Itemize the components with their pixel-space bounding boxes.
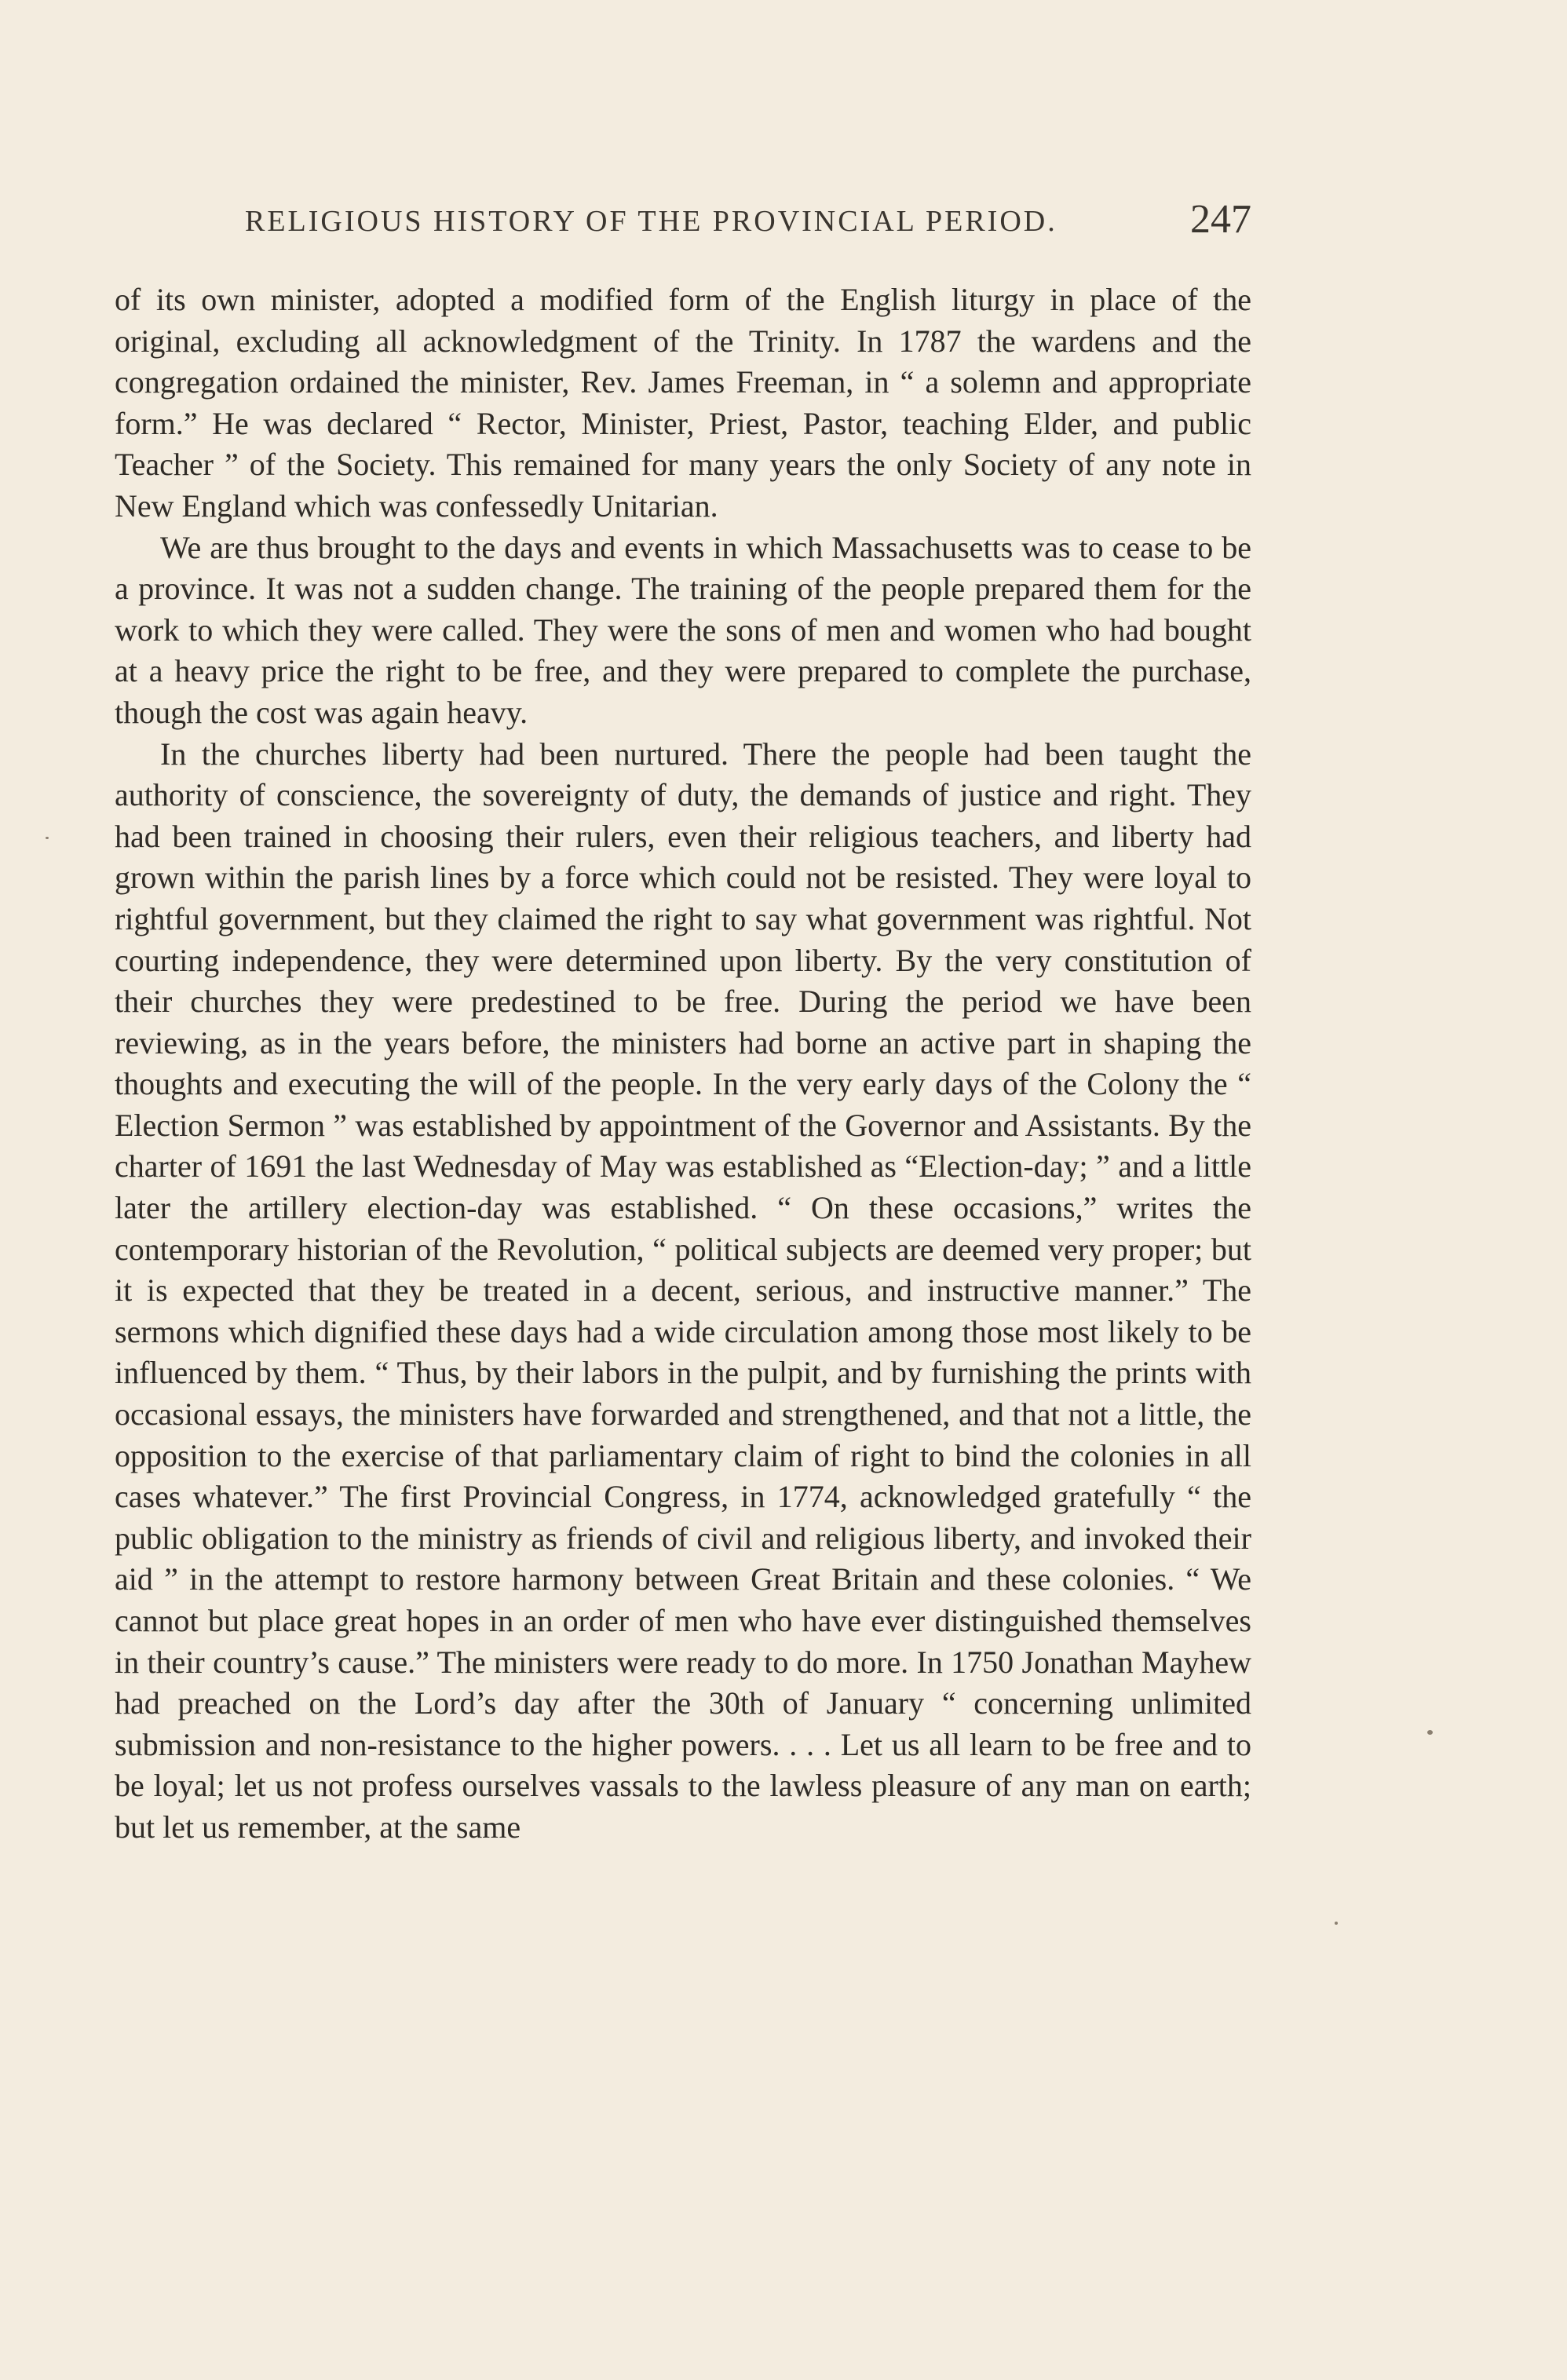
body-text — [115, 279, 1251, 1849]
paragraph-3: In the churches liberty had been nurtured. There the people had been taught the authority of conscience, the sovereignty of duty, the demands of justice and right. They had been trained in choosing their rulers, even their religious teachers, and liberty had grown within the parish lines by a force which could not be resisted. They were loyal to rightful government, but they claimed the right to say what government was rightful. Not courting independence, they were determined upon liberty. By the very constitution of their churches they were predestined to be free. During the period we have been reviewing, as in the years before, the ministers had borne an active part in shaping the thoughts and executing the will of the people. In the very early days of the Colony the “ Election Sermon ” was established by appointment of the Governor and Assistants. By the charter of 1691 the last Wednesday of May was established as “Election-day; ” and a little later the artillery election-day was established. “ On these occasions,” writes the contemporary historian of the Revolution, “ political subjects are deemed very proper; but it is expected that they be treated in a decent, serious, and instructive manner.” The sermons which dignified these days had a wide circulation among those most likely to be influenced by them. “ Thus, by their labors in the pulpit, and by furnishing the prints with occasional essays, the ministers have forwarded and strengthened, and that not a little, the opposition to the exercise of that parliamentary claim of right to bind the colonies in all cases whatever.” The first Provincial Congress, in 1774, acknowledged gratefully “ the public obligation to the ministry as friends of civil and religious liberty, and invoked their aid ” in the attempt to restore harmony between Great Britain and these colonies. “ We cannot but place great hopes in an order of men who have ever distinguished themselves in their country’s cause.” The ministers were ready to do more. In 1750 Jonathan Mayhew had preached on the Lord’s day after the 30th of January “ concerning unlimited submission and non-resistance to the higher powers. . . . Let us all learn to be free and to be loyal; let us not profess ourselves vassals to the lawless pleasure of any man on earth; but let us remember, at the same — [115, 736, 1251, 1845]
paragraph-1: of its own minister, adopted a modified form of the English liturgy in place of the original, excluding all acknowledgment of the Trinity. In 1787 the wardens and the congregation ordained the minister, Rev. James Freeman, in “ a solemn and appropriate form.” He was declared “ Rector, Minister, Priest, Pastor, teaching Elder, and public Teacher ” of the Society. This remained for many years the only Society of any note in New England which was confessedly Unitarian. — [115, 282, 1251, 524]
paper-speck — [46, 837, 49, 839]
paper-speck — [1427, 1730, 1433, 1735]
paragraph-2: We are thus brought to the days and events in which Massachusetts was to cease to be a province. It was not a sudden change. The training of the people prepared them for the work to which they were called. They were the sons of men and women who had bought at a heavy price the right to be free, and they were prepared to complete the purchase, though the cost was again heavy. — [115, 529, 1251, 730]
page-number: 247 — [1190, 197, 1251, 242]
page-header — [115, 182, 1251, 253]
paper-speck — [1335, 1922, 1338, 1925]
running-head-title: RELIGIOUS HISTORY OF THE PROVINCIAL PERIOD. — [245, 205, 1057, 238]
